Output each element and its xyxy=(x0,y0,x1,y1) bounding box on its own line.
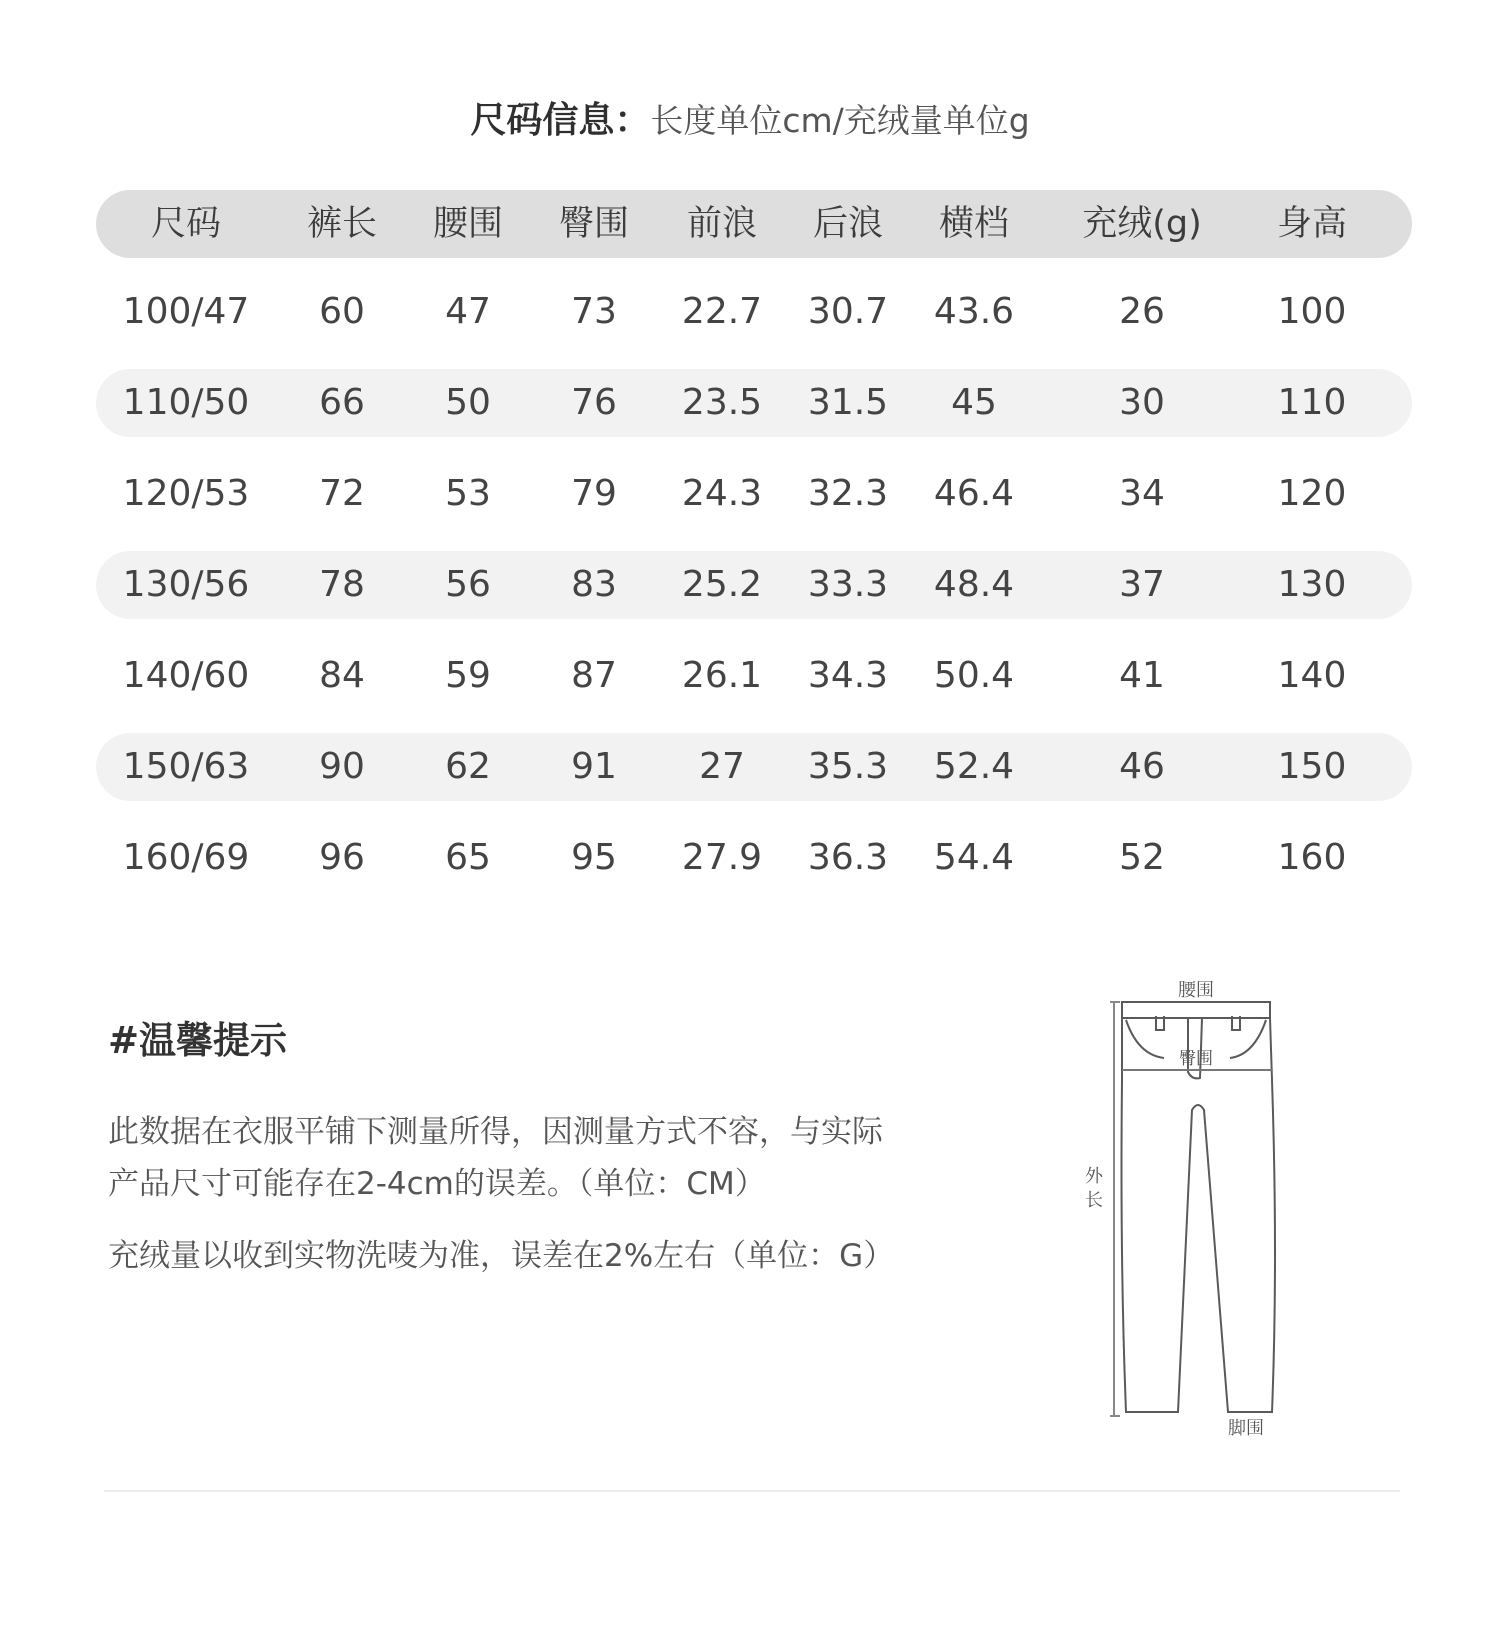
table-cell: 35.3 xyxy=(807,746,889,787)
table-cell: 110/50 xyxy=(122,382,250,423)
table-cell: 22.7 xyxy=(681,291,763,332)
outer-length-label-1: 外 xyxy=(1085,1166,1103,1187)
tips-line-3: 充绒量以收到实物洗唛为准，误差在2%左右（单位：G） xyxy=(108,1238,895,1274)
table-cell: 120/53 xyxy=(122,473,250,514)
table-cell: 72 xyxy=(319,473,365,514)
header-cell: 充绒(g) xyxy=(1082,204,1202,244)
table-row xyxy=(96,369,1412,437)
table-cell: 54.4 xyxy=(933,837,1015,878)
tips-line-2: 产品尺寸可能存在2-4cm的误差。（单位：CM） xyxy=(108,1166,766,1202)
table-cell: 27.9 xyxy=(681,837,763,878)
table-cell: 160/69 xyxy=(122,837,250,878)
table-cell: 95 xyxy=(571,837,617,878)
table-row xyxy=(96,460,1412,528)
table-cell: 37 xyxy=(1119,564,1165,605)
table-cell: 79 xyxy=(571,473,617,514)
table-cell: 30.7 xyxy=(807,291,889,332)
hip-label: 臀围 xyxy=(1179,1049,1213,1069)
table-cell: 150/63 xyxy=(122,746,250,787)
table-row xyxy=(96,551,1412,619)
pants-left-pocket xyxy=(1126,1020,1164,1058)
table-cell: 65 xyxy=(445,837,491,878)
table-cell: 36.3 xyxy=(807,837,889,878)
table-cell: 46 xyxy=(1119,746,1165,787)
table-cell: 91 xyxy=(571,746,617,787)
table-cell: 150 xyxy=(1277,746,1347,787)
table-cell: 25.2 xyxy=(681,564,763,605)
header-cell: 尺码 xyxy=(150,204,221,244)
table-cell: 47 xyxy=(445,291,491,332)
table-cell: 96 xyxy=(319,837,365,878)
table-cell: 33.3 xyxy=(807,564,889,605)
table-row xyxy=(96,278,1412,346)
header-cell: 臀围 xyxy=(558,204,629,244)
table-cell: 32.3 xyxy=(807,473,889,514)
pants-right-pocket xyxy=(1230,1020,1266,1058)
table-cell: 59 xyxy=(445,655,491,696)
pants-outline xyxy=(1122,1018,1276,1412)
header-cell: 横档 xyxy=(938,204,1009,244)
table-cell: 100 xyxy=(1277,291,1347,332)
table-cell: 76 xyxy=(571,382,617,423)
table-header-row xyxy=(96,190,1412,258)
table-cell: 46.4 xyxy=(933,473,1015,514)
table-cell: 84 xyxy=(319,655,365,696)
table-cell: 30 xyxy=(1119,382,1165,423)
header-cell: 裤长 xyxy=(306,204,377,244)
table-cell: 73 xyxy=(571,291,617,332)
table-cell: 78 xyxy=(319,564,365,605)
header-cell: 前浪 xyxy=(686,204,757,244)
table-cell: 66 xyxy=(319,382,365,423)
tips-title: #温馨提示 xyxy=(108,1019,288,1062)
waist-label: 腰围 xyxy=(1178,980,1214,1001)
table-cell: 140 xyxy=(1277,655,1347,696)
bottom-divider xyxy=(104,1490,1400,1492)
table-cell: 43.6 xyxy=(933,291,1015,332)
table-cell: 26.1 xyxy=(681,655,763,696)
table-cell: 90 xyxy=(319,746,365,787)
table-cell: 31.5 xyxy=(807,382,889,423)
table-cell: 100/47 xyxy=(122,291,250,332)
table-cell: 23.5 xyxy=(681,382,763,423)
table-cell: 50 xyxy=(445,382,491,423)
table-cell: 62 xyxy=(445,746,491,787)
table-cell: 160 xyxy=(1277,837,1347,878)
table-cell: 120 xyxy=(1277,473,1347,514)
outer-length-label-2: 长 xyxy=(1085,1190,1103,1211)
pants-waistband xyxy=(1122,1002,1270,1018)
table-cell: 130 xyxy=(1277,564,1347,605)
table-cell: 26 xyxy=(1119,291,1165,332)
table-row xyxy=(96,642,1412,710)
table-cell: 140/60 xyxy=(122,655,250,696)
table-cell: 34.3 xyxy=(807,655,889,696)
table-cell: 27 xyxy=(699,746,745,787)
header-cell: 身高 xyxy=(1276,204,1347,244)
table-row xyxy=(96,733,1412,801)
table-cell: 87 xyxy=(571,655,617,696)
table-cell: 52.4 xyxy=(933,746,1015,787)
table-cell: 34 xyxy=(1119,473,1165,514)
table-cell: 52 xyxy=(1119,837,1165,878)
page-title xyxy=(0,92,1500,143)
table-cell: 110 xyxy=(1277,382,1347,423)
table-cell: 56 xyxy=(445,564,491,605)
table-cell: 48.4 xyxy=(933,564,1015,605)
table-cell: 45 xyxy=(951,382,997,423)
tips-line-1: 此数据在衣服平铺下测量所得，因测量方式不容，与实际 xyxy=(108,1114,883,1150)
table-cell: 24.3 xyxy=(681,473,763,514)
header-cell: 腰围 xyxy=(432,204,503,244)
table-cell: 130/56 xyxy=(122,564,250,605)
hem-label: 脚围 xyxy=(1228,1418,1264,1439)
size-table xyxy=(96,190,1412,915)
pants-measurement-diagram xyxy=(1060,960,1300,1440)
table-cell: 83 xyxy=(571,564,617,605)
title-unit-note: 长度单位cm/充绒量单位g xyxy=(650,101,1030,140)
table-cell: 60 xyxy=(319,291,365,332)
table-cell: 50.4 xyxy=(933,655,1015,696)
header-cell: 后浪 xyxy=(812,204,883,244)
table-cell: 53 xyxy=(445,473,491,514)
table-row xyxy=(96,824,1412,892)
table-cell: 41 xyxy=(1119,655,1165,696)
title-bold: 尺码信息： xyxy=(470,100,651,141)
